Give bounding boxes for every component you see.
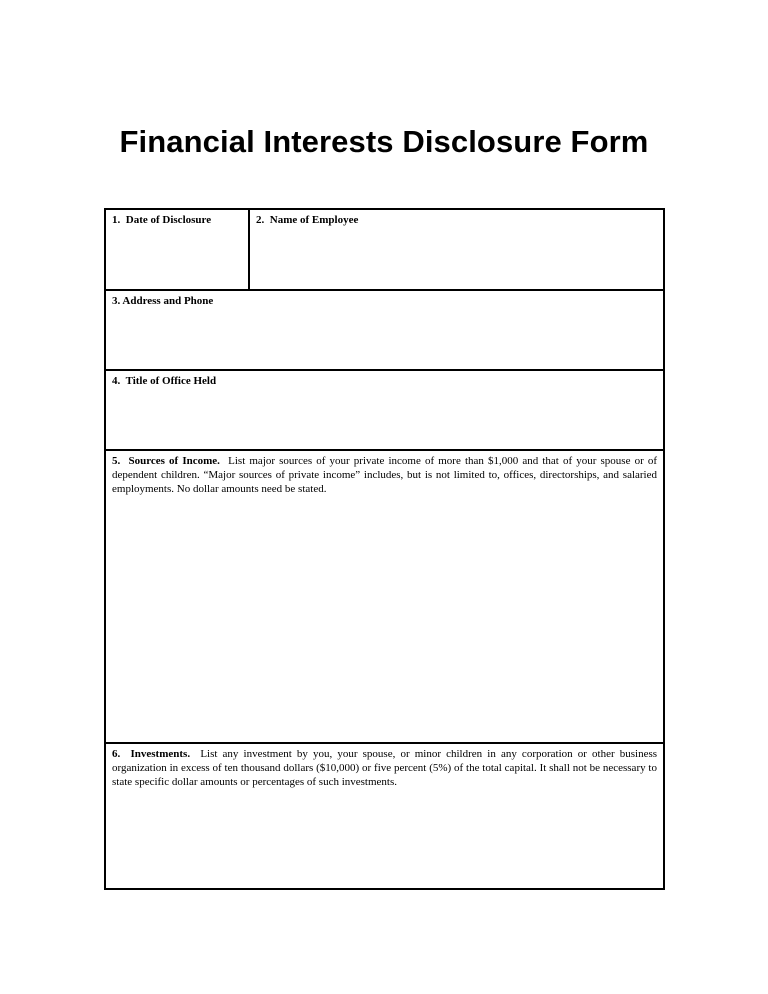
investments-text [106,744,663,789]
investments-field[interactable] [105,743,664,889]
date-of-disclosure-label: 1. Date of Disclosure [112,214,212,226]
employee-name-label: 2. Name of Employee [256,214,359,226]
sources-of-income-instructions: List major sources of your private income of more than $1,000 and that of your spouse or of dependent children. “Major sources of private income” includes, but is not limited to, offices, directorships, and salaried employments. No dollar amounts need be stated. [112,455,658,495]
address-phone-label: 3. Address and Phone [112,295,214,307]
form-title: Financial Interests Disclosure Form [119,124,649,159]
investments-instructions: List any investment by you, your spouse, or minor children in any corporation or other business organization in excess of ten thousand dollars ($10,000) or five percent (5%) of the total capital. It shall not be necessary to state specific dollar amounts or percentages of such investments. [112,748,658,788]
investments-label: 6. Investments. [112,748,191,760]
date-of-disclosure-field[interactable] [105,209,249,290]
sources-of-income-text [106,451,663,496]
disclosure-form-table [104,208,665,890]
address-phone-field[interactable] [105,290,664,370]
sources-of-income-field[interactable] [105,450,664,743]
sources-of-income-label: 5. Sources of Income. [112,455,220,467]
office-title-label: 4. Title of Office Held [112,375,217,387]
office-title-field[interactable] [105,370,664,450]
employee-name-field[interactable] [249,209,664,290]
